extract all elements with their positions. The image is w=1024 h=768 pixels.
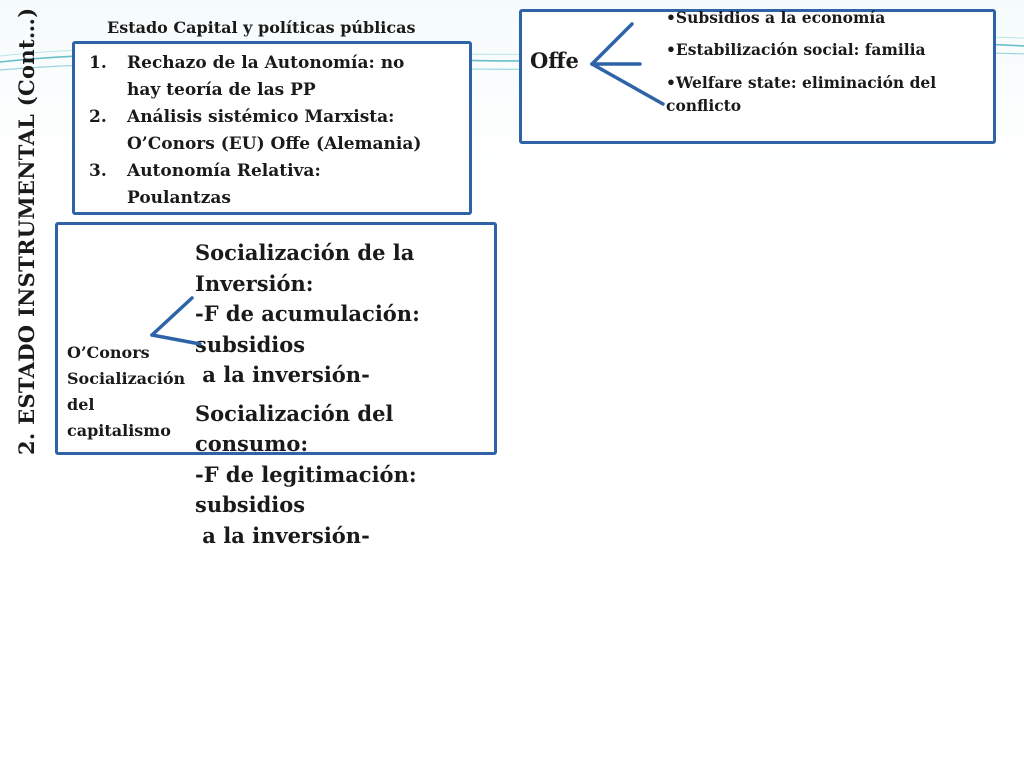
list-item-line: Análisis sistémico Marxista: (127, 107, 395, 127)
list-item-line: Rechazo de la Autonomía: no (127, 53, 405, 73)
numbered-list (75, 44, 469, 212)
slide-vertical-title: 2. ESTADO INSTRUMENTAL (Cont…) (14, 7, 39, 455)
oconors-label-line: del (67, 395, 95, 414)
consumo-line: consumo: (195, 431, 309, 456)
list-item-line: hay teoría de las PP (127, 80, 316, 100)
inversion-line: -F de acumulación: (195, 301, 420, 326)
oconors-label-line: capitalismo (67, 421, 171, 440)
socializacion-text (195, 238, 495, 551)
header-caption: Estado Capital y políticas públicas (107, 18, 416, 37)
offe-items (666, 6, 986, 127)
inversion-line: a la inversión- (195, 362, 370, 387)
numbered-list-box (72, 41, 472, 215)
offe-item: •Welfare state: eliminación del conflicto (666, 73, 937, 115)
text-gap (195, 391, 495, 399)
inversion-line: Socialización de la (195, 240, 415, 265)
list-item-line: Poulantzas (127, 188, 231, 208)
offe-label: Offe (530, 48, 579, 73)
list-item-line: O’Conors (EU) Offe (Alemania) (127, 134, 422, 154)
list-item-number: 2. (89, 107, 107, 127)
list-item (85, 50, 459, 104)
list-item-line: Autonomía Relativa: (127, 161, 321, 181)
oconors-label-line: Socialización (67, 369, 186, 388)
inversion-line: subsidios (195, 331, 306, 357)
offe-item: •Estabilización social: familia (666, 40, 926, 59)
list-item-number: 3. (89, 161, 107, 181)
oconors-label (67, 340, 197, 444)
consumo-line: a la inversión- (195, 522, 370, 548)
list-item (85, 104, 459, 158)
list-item-number: 1. (89, 53, 107, 73)
offe-item: •Subsidios a la economía (666, 8, 886, 27)
inversion-line: Inversión: (195, 270, 314, 296)
list-item (85, 158, 459, 212)
consumo-line: -F de legitimación: (195, 461, 417, 487)
consumo-line: subsidios (195, 492, 306, 517)
oconors-label-line: O’Conors (67, 343, 150, 362)
consumo-line: Socialización del (195, 400, 394, 426)
